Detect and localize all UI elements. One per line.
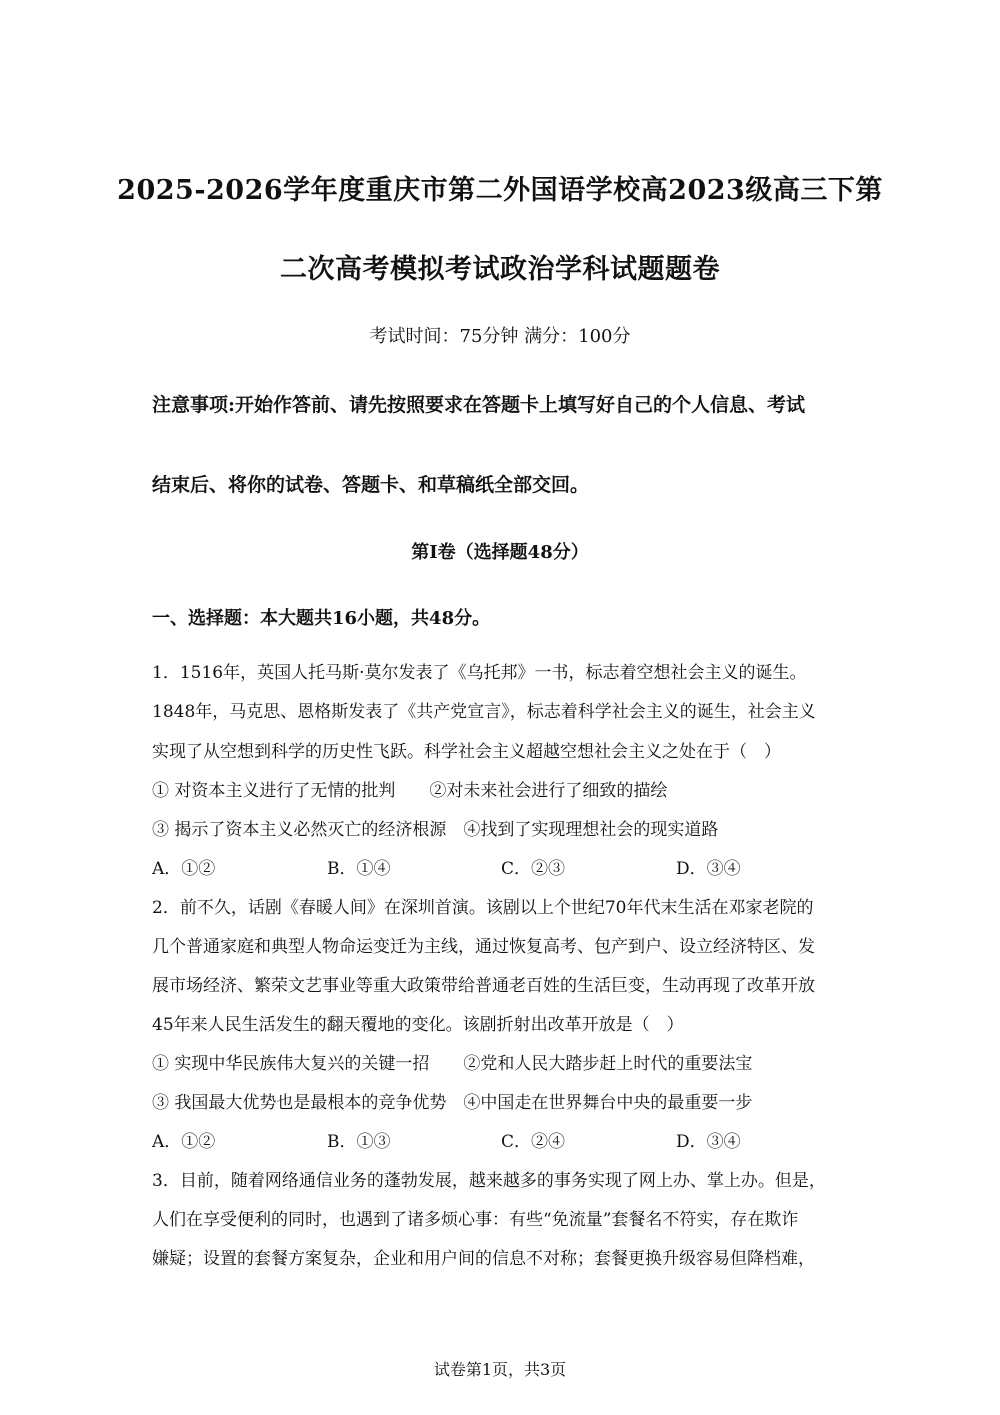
exam-title-line-1: 2025-2026学年度重庆市第二外国语学校高2023级高三下第 [117, 175, 883, 206]
question-1-option-c[interactable]: C．②③ [501, 859, 566, 879]
notice-line-1: 注意事项:开始作答前、请先按照要求在答题卡上填写好自己的个人信息、考试 [152, 394, 806, 416]
question-2-option-c[interactable]: C．②④ [501, 1132, 566, 1152]
question-2-statement-1: ① 实现中华民族伟大复兴的关键一招 ②党和人民大踏步赶上时代的重要法宝 [152, 1054, 753, 1074]
question-1-statement-1: ① 对资本主义进行了无情的批判 ②对未来社会进行了细致的描绘 [152, 781, 668, 801]
question-3-line-3: 嫌疑；设置的套餐方案复杂，企业和用户间的信息不对称；套餐更换升级容易但降档难， [152, 1249, 815, 1269]
section-title: 第I卷（选择题48分） [411, 542, 589, 563]
notice-line-2: 结束后、将你的试卷、答题卡、和草稿纸全部交回。 [152, 474, 590, 496]
question-2-option-a[interactable]: A．①② [152, 1132, 216, 1152]
question-1-option-b[interactable]: B．①④ [327, 859, 391, 879]
question-1-option-d[interactable]: D．③④ [676, 859, 741, 879]
question-1-option-a[interactable]: A．①② [152, 859, 216, 879]
page-footer: 试卷第1页，共3页 [433, 1360, 567, 1379]
exam-title-line-2: 二次高考模拟考试政治学科试题题卷 [280, 254, 720, 285]
question-2-option-d[interactable]: D．③④ [676, 1132, 741, 1152]
question-1-statement-2: ③ 揭示了资本主义必然灭亡的经济根源 ④找到了实现理想社会的现实道路 [152, 820, 719, 840]
question-2-line-4: 45年来人民生活发生的翻天覆地的变化。该剧折射出改革开放是（ ） [152, 1015, 684, 1035]
question-3-line-2: 人们在享受便利的同时，也遇到了诸多烦心事：有些“免流量”套餐名不符实，存在欺诈 [152, 1210, 799, 1230]
question-2-option-b[interactable]: B．①③ [327, 1132, 391, 1152]
exam-time-score: 考试时间：75分钟 满分：100分 [369, 326, 631, 347]
question-2-line-1: 2．前不久，话剧《春暖人间》在深圳首演。该剧以上个世纪70年代末生活在邓家老院的 [152, 898, 814, 918]
question-3-line-1: 3．目前，随着网络通信业务的蓬勃发展，越来越多的事务实现了网上办、掌上办。但是， [152, 1171, 826, 1191]
question-1-line-2: 1848年，马克思、恩格斯发表了《共产党宣言》，标志着科学社会主义的诞生，社会主义 [152, 702, 816, 722]
question-2-statement-2: ③ 我国最大优势也是最根本的竞争优势 ④中国走在世界舞台中央的最重要一步 [152, 1093, 753, 1113]
part-heading: 一、选择题：本大题共16小题，共48分。 [152, 608, 491, 629]
question-2-line-3: 展市场经济、繁荣文艺事业等重大政策带给普通老百姓的生活巨变，生动再现了改革开放 [152, 976, 815, 996]
question-1-line-1: 1．1516年，英国人托马斯·莫尔发表了《乌托邦》一书，标志着空想社会主义的诞生。 [152, 663, 807, 683]
question-2-line-2: 几个普通家庭和典型人物命运变迁为主线，通过恢复高考、包产到户、设立经济特区、发 [152, 937, 815, 957]
question-1-line-3: 实现了从空想到科学的历史性飞跃。科学社会主义超越空想社会主义之处在于（ ） [152, 742, 781, 762]
